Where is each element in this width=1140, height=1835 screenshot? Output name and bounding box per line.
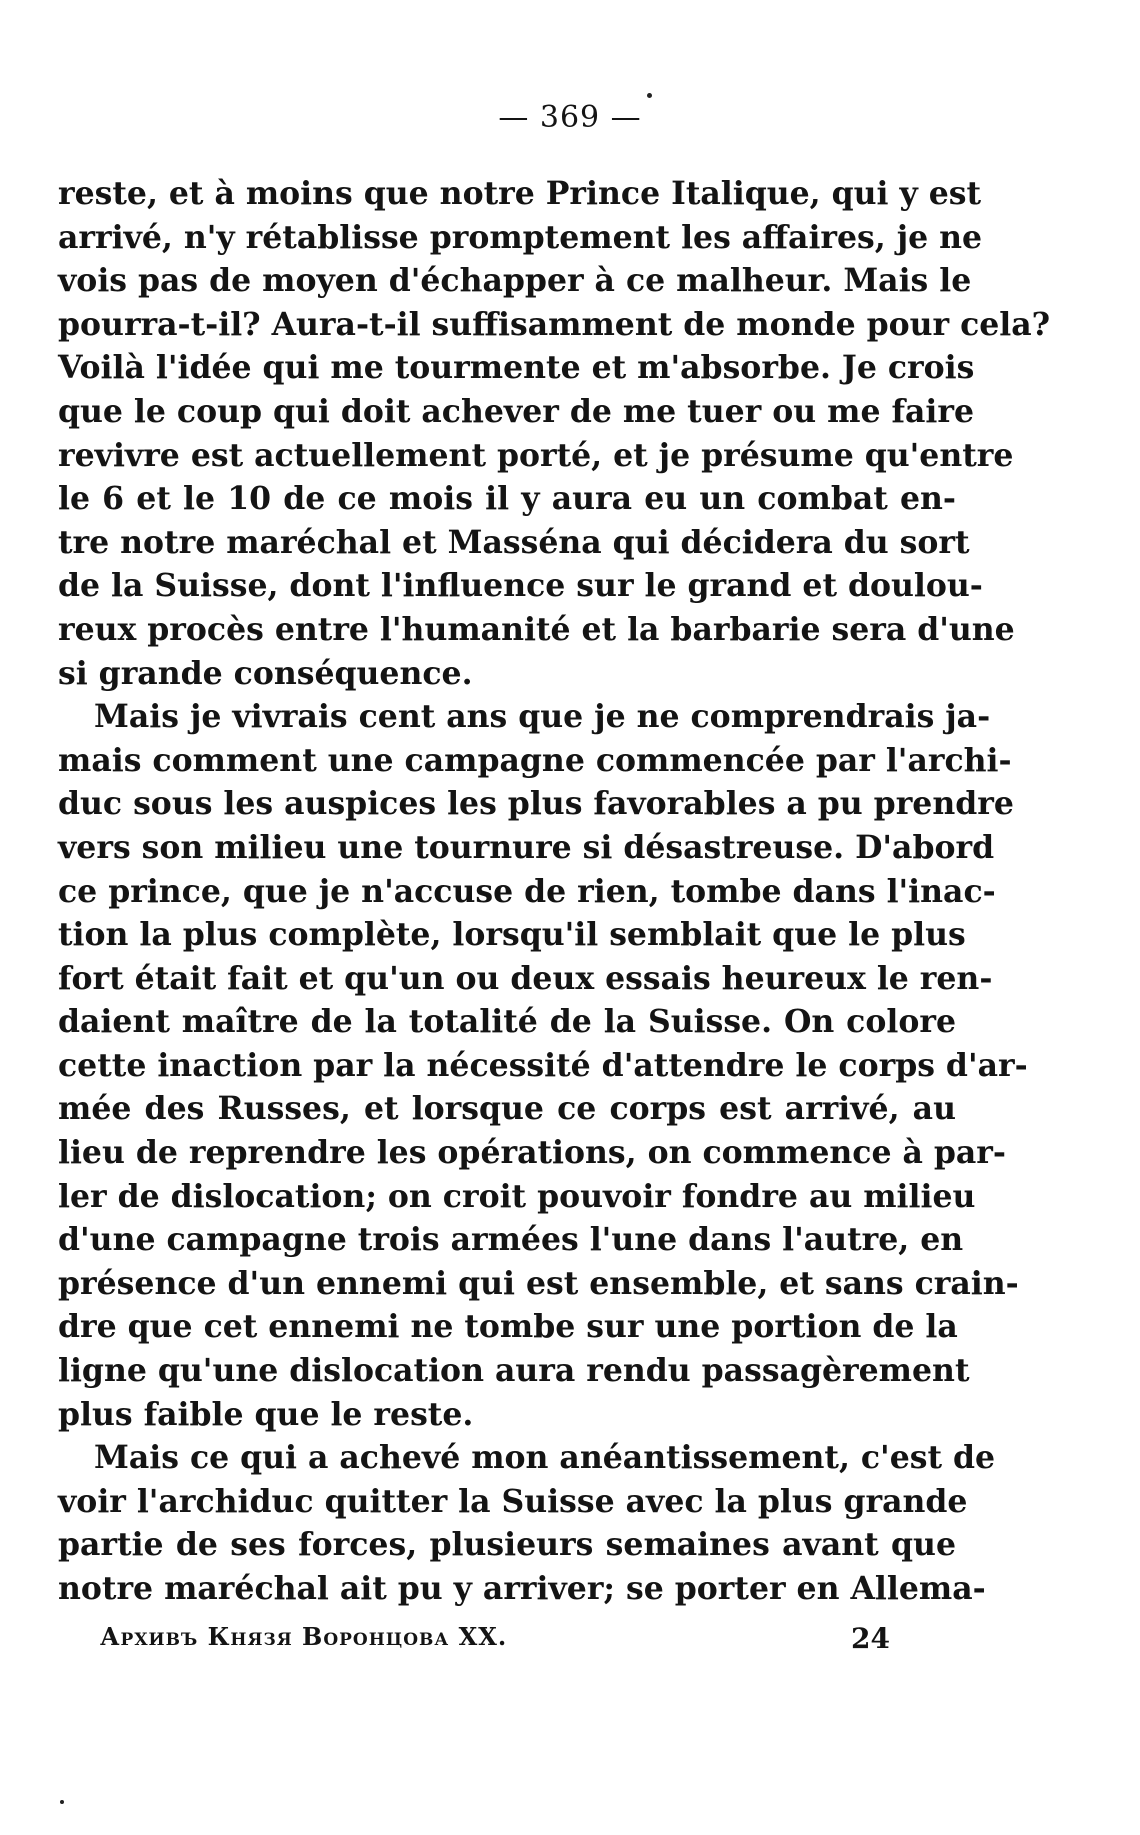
paragraph <box>58 695 1028 1436</box>
text-line: ler de dislocation; on croit pouvoir fondre au milieu <box>58 1177 976 1215</box>
text-line: présence d'un ennemi qui est ensemble, et sans crain- <box>58 1264 1019 1302</box>
sheet-number: 24 <box>851 1622 890 1655</box>
page-number: — 369 — <box>498 100 642 135</box>
text-line: ce prince, que je n'accuse de rien, tombe dans l'inac- <box>58 872 996 910</box>
ink-speck-top <box>647 93 652 98</box>
paragraph <box>58 1436 996 1610</box>
text-line: le 6 et le 10 de ce mois il y aura eu un combat en- <box>58 480 956 518</box>
text-line: partie de ses forces, plusieurs semaines avant que <box>58 1526 956 1564</box>
text-line: vers son milieu une tournure si désastreuse. D'abord <box>58 828 995 866</box>
text-line: duc sous les auspices les plus favorables a pu prendre <box>58 785 1014 823</box>
text-line: ligne qu'une dislocation aura rendu passagèrement <box>58 1352 970 1390</box>
text-line: voir l'archiduc quitter la Suisse avec la plus grande <box>58 1482 968 1520</box>
paragraph <box>58 172 1051 695</box>
text-line: daient maître de la totalité de la Suisse. On colore <box>58 1003 956 1041</box>
footer-signature: Архивъ Князя Воронцова XX. <box>100 1622 508 1651</box>
text-line: d'une campagne trois armées l'une dans l'autre, en <box>58 1221 964 1259</box>
text-line: vois pas de moyen d'échapper à ce malheur. Mais le <box>58 262 972 300</box>
text-line: notre maréchal ait pu y arriver; se porter en Allema- <box>58 1570 986 1607</box>
text-line: lieu de reprendre les opérations, on commence à par- <box>58 1134 1006 1172</box>
text-line: tion la plus complète, lorsqu'il semblait que le plus <box>58 916 966 954</box>
text-line: mée des Russes, et lorsque ce corps est arrivé, au <box>58 1090 956 1128</box>
text-line: que le coup qui doit achever de me tuer ou me faire <box>58 392 975 430</box>
text-line: si grande conséquence. <box>58 654 473 692</box>
text-line: tre notre maréchal et Masséna qui décidera du sort <box>58 523 970 561</box>
text-line: mais comment une campagne commencée par l'archi- <box>58 741 1012 779</box>
text-line: dre que cet ennemi ne tombe sur une portion de la <box>58 1308 958 1346</box>
text-line: plus faible que le reste. <box>58 1395 474 1433</box>
text-line: de la Suisse, dont l'influence sur le grand et doulou- <box>58 567 983 605</box>
text-line: reux procès entre l'humanité et la barbarie sera d'une <box>58 610 1015 648</box>
text-line: Mais ce qui a achevé mon anéantissement, c'est de <box>94 1439 996 1477</box>
text-line: Voilà l'idée qui me tourmente et m'absorbe. Je crois <box>58 349 975 387</box>
text-line: arrivé, n'y rétablisse promptement les affaires, je ne <box>58 218 983 256</box>
text-line: fort était fait et qu'un ou deux essais heureux le ren- <box>58 959 993 997</box>
text-line: reste, et à moins que notre Prince Italique, qui y est <box>58 175 982 212</box>
text-line: revivre est actuellement porté, et je présume qu'entre <box>58 436 1014 474</box>
text-line: Mais je vivrais cent ans que je ne comprendrais ja- <box>94 698 991 736</box>
text-line: cette inaction par la nécessité d'attendre le corps d'ar- <box>58 1046 1028 1084</box>
body-text <box>58 172 1051 1611</box>
ink-speck-bottom <box>60 1800 64 1804</box>
text-line: pourra-t-il? Aura-t-il suffisamment de monde pour cela? <box>58 305 1051 343</box>
